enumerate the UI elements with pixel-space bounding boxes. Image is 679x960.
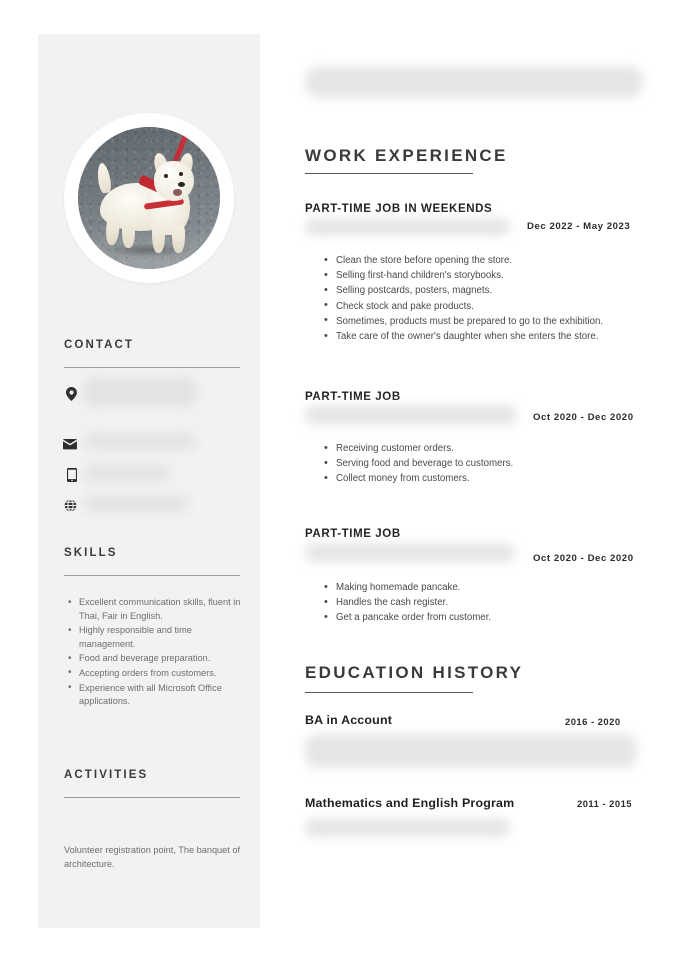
job-bullets	[323, 441, 663, 487]
education-history-heading: EDUCATION HISTORY	[305, 663, 524, 682]
activities-divider	[64, 797, 240, 798]
skills-heading: SKILLS	[64, 547, 118, 559]
list-item: • Selling first-hand children's storybooks.	[323, 268, 663, 283]
list-item: • Check stock and pake products.	[323, 299, 663, 314]
list-item: • Collect money from customers.	[323, 471, 663, 486]
page-title	[305, 66, 643, 98]
globe-icon	[63, 497, 77, 513]
job-bullets	[323, 580, 663, 626]
location-pin-icon	[64, 386, 78, 402]
main-column	[305, 0, 665, 960]
contact-heading: CONTACT	[64, 339, 135, 351]
job-title: PART-TIME JOB	[305, 391, 401, 403]
dog-front-right-leg	[172, 225, 185, 253]
job-date: Oct 2020 - Dec 2020	[533, 553, 634, 564]
list-item: • Experience with all Microsoft Office applications.	[66, 682, 250, 709]
job-employer	[305, 218, 510, 236]
list-item: • Sometimes, products must be prepared to go to the exhibition.	[323, 314, 663, 329]
dog-mouth	[173, 189, 182, 196]
activities-text: Volunteer registration point, The banquet of architecture.	[64, 845, 241, 869]
work-experience-heading: WORK EXPERIENCE	[305, 146, 508, 165]
work-experience-divider	[305, 173, 473, 174]
contact-divider	[64, 367, 240, 368]
skills-list	[66, 596, 250, 710]
education-title: BA in Account	[305, 713, 393, 727]
contact-phone-value	[84, 465, 170, 482]
dog-left-eye	[164, 174, 168, 178]
education-date: 2016 - 2020	[565, 716, 621, 727]
job-date: Dec 2022 - May 2023	[527, 221, 631, 232]
job-title: PART-TIME JOB	[305, 528, 401, 540]
avatar	[64, 113, 234, 283]
mobile-phone-icon	[65, 467, 79, 483]
envelope-icon	[63, 436, 77, 452]
dog-right-eye	[179, 172, 183, 176]
skills-divider	[64, 575, 240, 576]
education-institution	[305, 818, 510, 837]
list-item: • Highly responsible and time management.	[66, 624, 250, 651]
list-item: • Clean the store before opening the store.	[323, 253, 663, 268]
list-item: • Selling postcards, posters, magnets.	[323, 283, 663, 298]
education-institution	[305, 734, 637, 768]
list-item: • Food and beverage preparation.	[66, 652, 250, 666]
contact-website-value	[84, 495, 188, 512]
activities-heading: ACTIVITIES	[64, 769, 149, 781]
job-title: PART-TIME JOB IN WEEKENDS	[305, 203, 493, 215]
list-item: • Take care of the owner's daughter when she enters the store.	[323, 329, 663, 344]
education-history-divider	[305, 692, 473, 693]
contact-address-value	[84, 377, 196, 407]
list-item: • Handles the cash register.	[323, 595, 663, 610]
job-date: Oct 2020 - Dec 2020	[533, 412, 634, 423]
education-title: Mathematics and English Program	[305, 796, 515, 810]
list-item: • Get a pancake order from customer.	[323, 610, 663, 625]
dog-nose	[178, 182, 185, 187]
avatar-photo	[78, 127, 220, 269]
list-item: • Serving food and beverage to customers.	[323, 456, 663, 471]
list-item: • Receiving customer orders.	[323, 441, 663, 456]
list-item: • Excellent communication skills, fluent in Thai, Fair in English.	[66, 596, 250, 623]
sidebar	[38, 34, 260, 928]
list-item: • Making homemade pancake.	[323, 580, 663, 595]
job-employer	[305, 405, 517, 425]
job-employer	[305, 543, 515, 562]
list-item: • Accepting orders from customers.	[66, 667, 250, 681]
contact-email-value	[84, 433, 196, 450]
job-bullets	[323, 253, 663, 344]
education-date: 2011 - 2015	[577, 798, 633, 809]
